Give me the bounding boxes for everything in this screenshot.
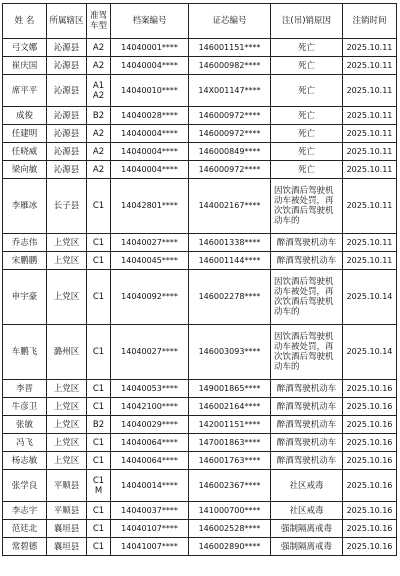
cell-area: 长子县 [47, 179, 87, 234]
cell-reason: 醉酒驾驶机动车 [271, 398, 343, 416]
cell-core-number: 141000700**** [189, 502, 271, 520]
cell-area: 上党区 [47, 234, 87, 252]
cell-name: 车鹏飞 [3, 325, 47, 380]
header-core-number: 证芯编号 [189, 4, 271, 39]
cell-area: 平顺县 [47, 502, 87, 520]
table-row [3, 325, 397, 380]
cell-name: 杨志敏 [3, 452, 47, 470]
cell-reason: 醉酒驾驶机动车 [271, 234, 343, 252]
cell-date: 2025.10.14 [343, 325, 397, 380]
table-row [3, 39, 397, 57]
cell-name: 冯飞 [3, 434, 47, 452]
cell-date: 2025.10.14 [343, 270, 397, 325]
cell-date: 2025.10.16 [343, 398, 397, 416]
cell-area: 襄垣县 [47, 520, 87, 538]
header-file-number: 档案编号 [111, 4, 189, 39]
cell-core-number: 146001144**** [189, 252, 271, 270]
cell-vehicle-type: A2 [87, 161, 111, 179]
cell-reason: 因饮酒后驾驶机 动车被处罚，再 次饮酒后驾驶机 动车的 [271, 325, 343, 380]
cell-area: 沁源县 [47, 143, 87, 161]
cell-reason: 死亡 [271, 57, 343, 75]
cell-name: 李晋 [3, 380, 47, 398]
table-row [3, 75, 397, 107]
cell-name: 牛彦卫 [3, 398, 47, 416]
cell-core-number: 146000849**** [189, 143, 271, 161]
cell-name: 任建明 [3, 125, 47, 143]
header-reason: 注(吊)销原因 [271, 4, 343, 39]
cell-file-number: 14040028**** [111, 107, 189, 125]
cell-vehicle-type: C1 [87, 452, 111, 470]
cell-vehicle-type: C1 [87, 234, 111, 252]
cell-reason: 死亡 [271, 39, 343, 57]
cell-vehicle-type: C1 M [87, 470, 111, 502]
cell-name: 张学良 [3, 470, 47, 502]
cell-area: 上党区 [47, 252, 87, 270]
cell-name: 梁向敏 [3, 161, 47, 179]
cell-area: 上党区 [47, 380, 87, 398]
table-row [3, 434, 397, 452]
cell-file-number: 14040001**** [111, 39, 189, 57]
cell-reason: 强制隔离戒毒 [271, 538, 343, 556]
table-row [3, 398, 397, 416]
cell-vehicle-type: C1 [87, 434, 111, 452]
cell-area: 沁源县 [47, 107, 87, 125]
header-name: 姓 名 [3, 4, 47, 39]
table-row [3, 234, 397, 252]
cell-file-number: 14040014**** [111, 470, 189, 502]
cell-area: 沁源县 [47, 125, 87, 143]
cell-core-number: 146002528**** [189, 520, 271, 538]
cell-area: 沁源县 [47, 57, 87, 75]
cell-core-number: 146002164**** [189, 398, 271, 416]
cell-core-number: 149001865**** [189, 380, 271, 398]
cell-file-number: 14040004**** [111, 57, 189, 75]
cell-core-number: 146000972**** [189, 161, 271, 179]
cell-name: 宋鹏鹏 [3, 252, 47, 270]
cell-area: 沁源县 [47, 161, 87, 179]
cell-area: 潞州区 [47, 325, 87, 380]
cell-date: 2025.10.11 [343, 107, 397, 125]
cell-area: 上党区 [47, 452, 87, 470]
table-row [3, 520, 397, 538]
cell-name: 席平平 [3, 75, 47, 107]
cell-vehicle-type: C1 [87, 270, 111, 325]
cell-file-number: 14040045**** [111, 252, 189, 270]
cell-reason: 死亡 [271, 143, 343, 161]
table-row [3, 143, 397, 161]
table-row [3, 380, 397, 398]
cell-reason: 醉酒驾驶机动车 [271, 252, 343, 270]
cell-area: 上党区 [47, 416, 87, 434]
cell-date: 2025.10.16 [343, 470, 397, 502]
cell-reason: 因饮酒后驾驶机 动车被处罚，再 次饮酒后驾驶机 动车的 [271, 179, 343, 234]
cell-vehicle-type: C1 [87, 538, 111, 556]
cell-date: 2025.10.16 [343, 502, 397, 520]
license-revocation-table [2, 3, 397, 556]
header-vehicle-type: 准驾车型 [87, 4, 111, 39]
cell-vehicle-type: A1 A2 [87, 75, 111, 107]
cell-area: 襄垣县 [47, 538, 87, 556]
cell-date: 2025.10.16 [343, 380, 397, 398]
cell-area: 沁源县 [47, 39, 87, 57]
cell-area: 平顺县 [47, 470, 87, 502]
cell-name: 弓文娜 [3, 39, 47, 57]
cell-name: 成俊 [3, 107, 47, 125]
cell-date: 2025.10.16 [343, 434, 397, 452]
cell-core-number: 146002278**** [189, 270, 271, 325]
cell-file-number: 14040053**** [111, 380, 189, 398]
cell-file-number: 14040029**** [111, 416, 189, 434]
cell-name: 乔志伟 [3, 234, 47, 252]
cell-reason: 醉酒驾驶机动车 [271, 434, 343, 452]
cell-core-number: 146002890**** [189, 538, 271, 556]
revocation-table-container [2, 3, 396, 556]
table-row [3, 502, 397, 520]
cell-core-number: 147001863**** [189, 434, 271, 452]
cell-name: 李志宇 [3, 502, 47, 520]
cell-file-number: 14040027**** [111, 234, 189, 252]
cell-area: 上党区 [47, 398, 87, 416]
cell-reason: 社区戒毒 [271, 502, 343, 520]
header-area: 所属辖区 [47, 4, 87, 39]
table-row [3, 270, 397, 325]
cell-file-number: 14040010**** [111, 75, 189, 107]
cell-reason: 死亡 [271, 75, 343, 107]
cell-vehicle-type: C1 [87, 380, 111, 398]
cell-reason: 醉酒驾驶机动车 [271, 452, 343, 470]
cell-name: 范廷北 [3, 520, 47, 538]
table-body [3, 39, 397, 556]
cell-area: 上党区 [47, 434, 87, 452]
cell-file-number: 14040037**** [111, 502, 189, 520]
cell-file-number: 14041007**** [111, 538, 189, 556]
cell-file-number: 14040092**** [111, 270, 189, 325]
header-date: 注销时间 [343, 4, 397, 39]
cell-reason: 社区戒毒 [271, 470, 343, 502]
table-row [3, 125, 397, 143]
cell-date: 2025.10.11 [343, 39, 397, 57]
cell-date: 2025.10.16 [343, 538, 397, 556]
cell-core-number: 144002167**** [189, 179, 271, 234]
cell-vehicle-type: A2 [87, 143, 111, 161]
cell-reason: 因饮酒后驾驶机 动车被处罚，再 次饮酒后驾驶机 动车的 [271, 270, 343, 325]
cell-name: 申宇豪 [3, 270, 47, 325]
cell-vehicle-type: C1 [87, 179, 111, 234]
cell-vehicle-type: B2 [87, 416, 111, 434]
table-row [3, 470, 397, 502]
cell-core-number: 146001338**** [189, 234, 271, 252]
table-row [3, 161, 397, 179]
cell-file-number: 14040064**** [111, 434, 189, 452]
table-row [3, 57, 397, 75]
cell-date: 2025.10.11 [343, 125, 397, 143]
cell-core-number: 146002367**** [189, 470, 271, 502]
cell-vehicle-type: C1 [87, 502, 111, 520]
table-row [3, 179, 397, 234]
table-row [3, 107, 397, 125]
cell-reason: 死亡 [271, 107, 343, 125]
cell-vehicle-type: C1 [87, 252, 111, 270]
cell-name: 崔庆国 [3, 57, 47, 75]
cell-date: 2025.10.11 [343, 252, 397, 270]
cell-area: 沁源县 [47, 75, 87, 107]
cell-core-number: 146000972**** [189, 107, 271, 125]
cell-vehicle-type: B2 [87, 107, 111, 125]
cell-date: 2025.10.11 [343, 75, 397, 107]
cell-file-number: 14040027**** [111, 325, 189, 380]
cell-file-number: 14040107**** [111, 520, 189, 538]
cell-date: 2025.10.16 [343, 416, 397, 434]
cell-date: 2025.10.11 [343, 143, 397, 161]
cell-vehicle-type: A2 [87, 57, 111, 75]
cell-core-number: 14X001147**** [189, 75, 271, 107]
cell-vehicle-type: C1 [87, 325, 111, 380]
cell-file-number: 14040004**** [111, 125, 189, 143]
cell-core-number: 146001763**** [189, 452, 271, 470]
cell-file-number: 14040004**** [111, 143, 189, 161]
cell-date: 2025.10.16 [343, 452, 397, 470]
cell-date: 2025.10.16 [343, 520, 397, 538]
table-row [3, 452, 397, 470]
cell-reason: 醉酒驾驶机动车 [271, 380, 343, 398]
table-row [3, 538, 397, 556]
cell-core-number: 146000972**** [189, 125, 271, 143]
cell-date: 2025.10.11 [343, 179, 397, 234]
table-row [3, 416, 397, 434]
cell-date: 2025.10.11 [343, 161, 397, 179]
cell-core-number: 146001151**** [189, 39, 271, 57]
header-row [3, 4, 397, 39]
cell-core-number: 146000982**** [189, 57, 271, 75]
cell-core-number: 142001151**** [189, 416, 271, 434]
cell-name: 常碧德 [3, 538, 47, 556]
cell-file-number: 14042100**** [111, 398, 189, 416]
cell-vehicle-type: A2 [87, 125, 111, 143]
cell-file-number: 14040004**** [111, 161, 189, 179]
cell-vehicle-type: C1 [87, 520, 111, 538]
table-row [3, 252, 397, 270]
cell-area: 上党区 [47, 270, 87, 325]
cell-vehicle-type: A2 [87, 39, 111, 57]
cell-name: 李雁冰 [3, 179, 47, 234]
cell-vehicle-type: C1 [87, 398, 111, 416]
cell-date: 2025.10.11 [343, 234, 397, 252]
cell-file-number: 14042801**** [111, 179, 189, 234]
cell-name: 任晓威 [3, 143, 47, 161]
cell-reason: 死亡 [271, 161, 343, 179]
cell-name: 张敏 [3, 416, 47, 434]
cell-reason: 醉酒驾驶机动车 [271, 416, 343, 434]
cell-date: 2025.10.11 [343, 57, 397, 75]
cell-file-number: 14040064**** [111, 452, 189, 470]
cell-reason: 死亡 [271, 125, 343, 143]
cell-reason: 强制隔离戒毒 [271, 520, 343, 538]
cell-core-number: 146003093**** [189, 325, 271, 380]
